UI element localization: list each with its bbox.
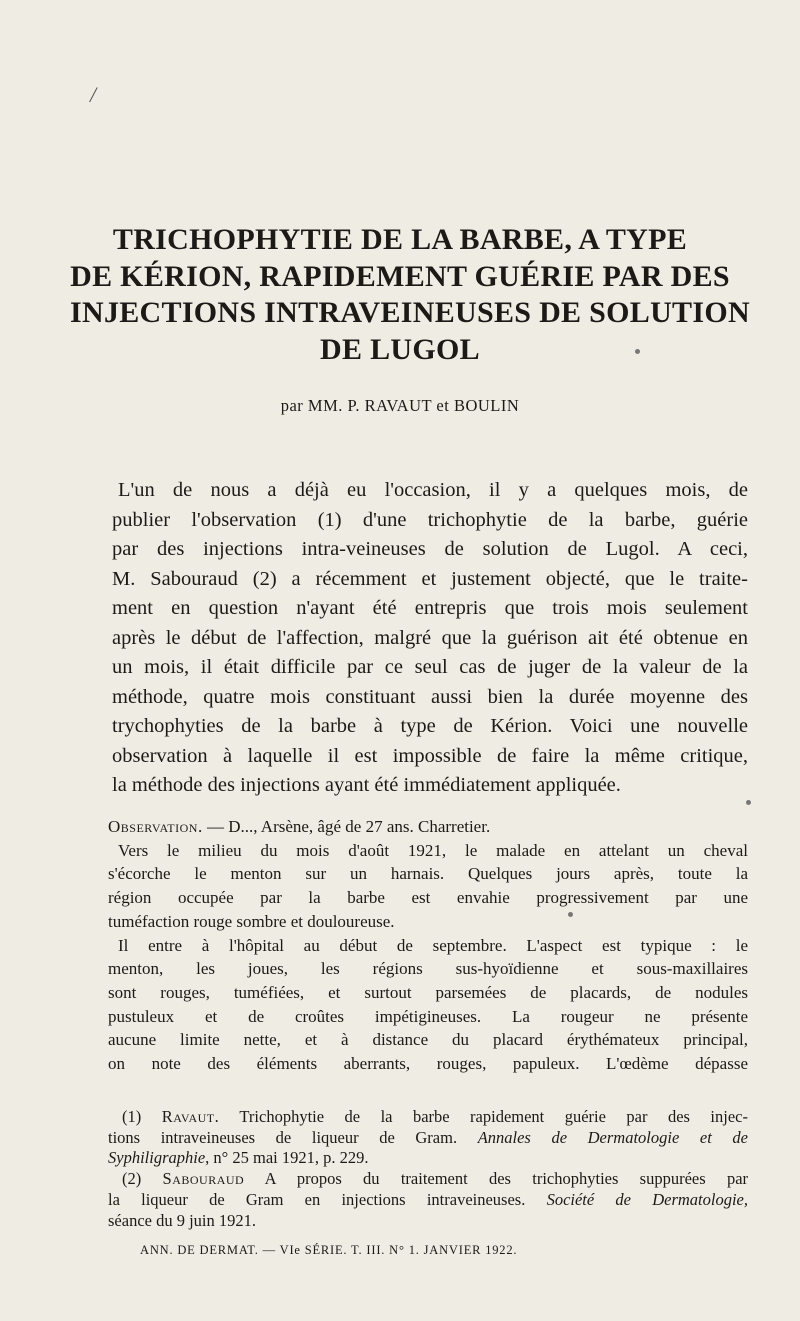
footnote-text: , n° 25 mai 1921, p. 229. [205,1148,369,1168]
text-line: observation à laquelle il est impossible de faire la même critique, [112,744,748,767]
footnote-1-line [108,1128,748,1149]
text-line: après le début de l'affection, malgré que la guérison ait été obtenue en [112,626,748,649]
running-footer: ANN. DE DERMAT. — VIe SÉRIE. T. III. N° 1. JANVIER 1922. [140,1243,518,1257]
footnote-2-author: Sabouraud [162,1169,245,1189]
text-line: la méthode des injections ayant été immédiatement appliquée. [112,774,621,796]
footnote-text: Trichophytie de la barbe rapidement guérie par des injec- [219,1107,748,1126]
text-line: publier l'observation (1) d'une trichophytie de la barbe, guérie [112,508,748,531]
intro-paragraph [112,476,748,801]
text-line: s'écorche le menton sur un harnais. Quelques jours après, toute la [108,864,748,884]
text-line: Il entre à l'hôpital au début de septembre. L'aspect est typique : le [118,935,748,955]
text-line: région occupée par la barbe est envahie progressivement par une [108,888,748,908]
text-line: un mois, il était difficile par ce seul cas de juger de la valeur de la [112,656,748,678]
article-title [70,222,750,368]
text-line: menton, les joues, les régions sus-hyoïdienne et sous-maxillaires [108,959,748,979]
title-line: DE KÉRION, RAPIDEMENT GUÉRIE PAR DES [70,259,730,293]
text-line: Vers le milieu du mois d'août 1921, le malade en attelant un cheval [118,840,748,860]
speck-mark [568,912,573,917]
footnote-text: la liqueur de Gram en injections intraveineuses. [108,1189,547,1209]
text-line: par des injections intra-veineuses de solution de Lugol. A ceci, [112,538,748,560]
observation-heading-line [108,815,748,839]
footnote-text: A propos du traitement des trichophyties suppurées par [244,1169,749,1189]
stray-pencil-mark: / [90,82,97,107]
text-line: M. Sabouraud (2) a récemment et justement objecté, que le traite- [112,567,748,590]
footnotes [108,1107,748,1231]
observation-intro: — D..., Arsène, âgé de 27 ans. Charretier. [202,817,491,836]
observation-heading: Observation. [108,817,203,836]
text-line: aucune limite nette, et à distance du placard érythémateux principal, [108,1030,748,1050]
text-line: ment en question n'ayant été entrepris que trois mois seulement [112,597,748,619]
text-line: trychophyties de la barbe à type de Kérion. Voici une nouvelle [112,715,748,737]
footnote-journal: Société de Dermatologie, [546,1189,748,1209]
footnote-2-number: (2) [122,1169,142,1189]
footnote-1-author: Ravaut. [161,1107,220,1126]
text-line: L'un de nous a déjà eu l'occasion, il y a quelques mois, de [118,479,748,501]
speck-mark [635,349,640,354]
observation-section [108,815,748,1076]
footnote-2-line: séance du 9 juin 1921. [108,1210,257,1230]
footnote-journal: Annales de Dermatologie et de [477,1127,748,1147]
footnote-2-line [108,1169,748,1190]
text-line: sont rouges, tuméfiées, et surtout parsemées de placards, de nodules [108,982,748,1002]
speck-mark [746,800,751,805]
text-line: on note des éléments aberrants, rouges, papuleux. L'œdème dépasse [108,1054,748,1074]
text-line: méthode, quatre mois constituant aussi bien la durée moyenne des [112,685,748,708]
title-line: TRICHOPHYTIE DE LA BARBE, A TYPE [112,223,688,256]
footnote-1-number: (1) [122,1107,142,1126]
title-line: INJECTIONS INTRAVEINEUSES DE SOLUTION [70,296,750,329]
footnote-text: tions intraveineuses de liqueur de Gram. [108,1127,478,1147]
authors-line: par MM. P. RAVAUT et BOULIN [280,396,520,415]
text-line: tuméfaction rouge sombre et douloureuse. [108,911,395,931]
footnote-1-line [108,1148,748,1169]
footnote-journal: Syphiligraphie [108,1148,206,1168]
text-line: pustuleux et de croûtes impétigineuses. La rougeur ne présente [108,1006,748,1026]
title-line: DE LUGOL [320,332,480,366]
footnote-1-line [108,1107,748,1128]
footnote-2-line [108,1190,748,1211]
